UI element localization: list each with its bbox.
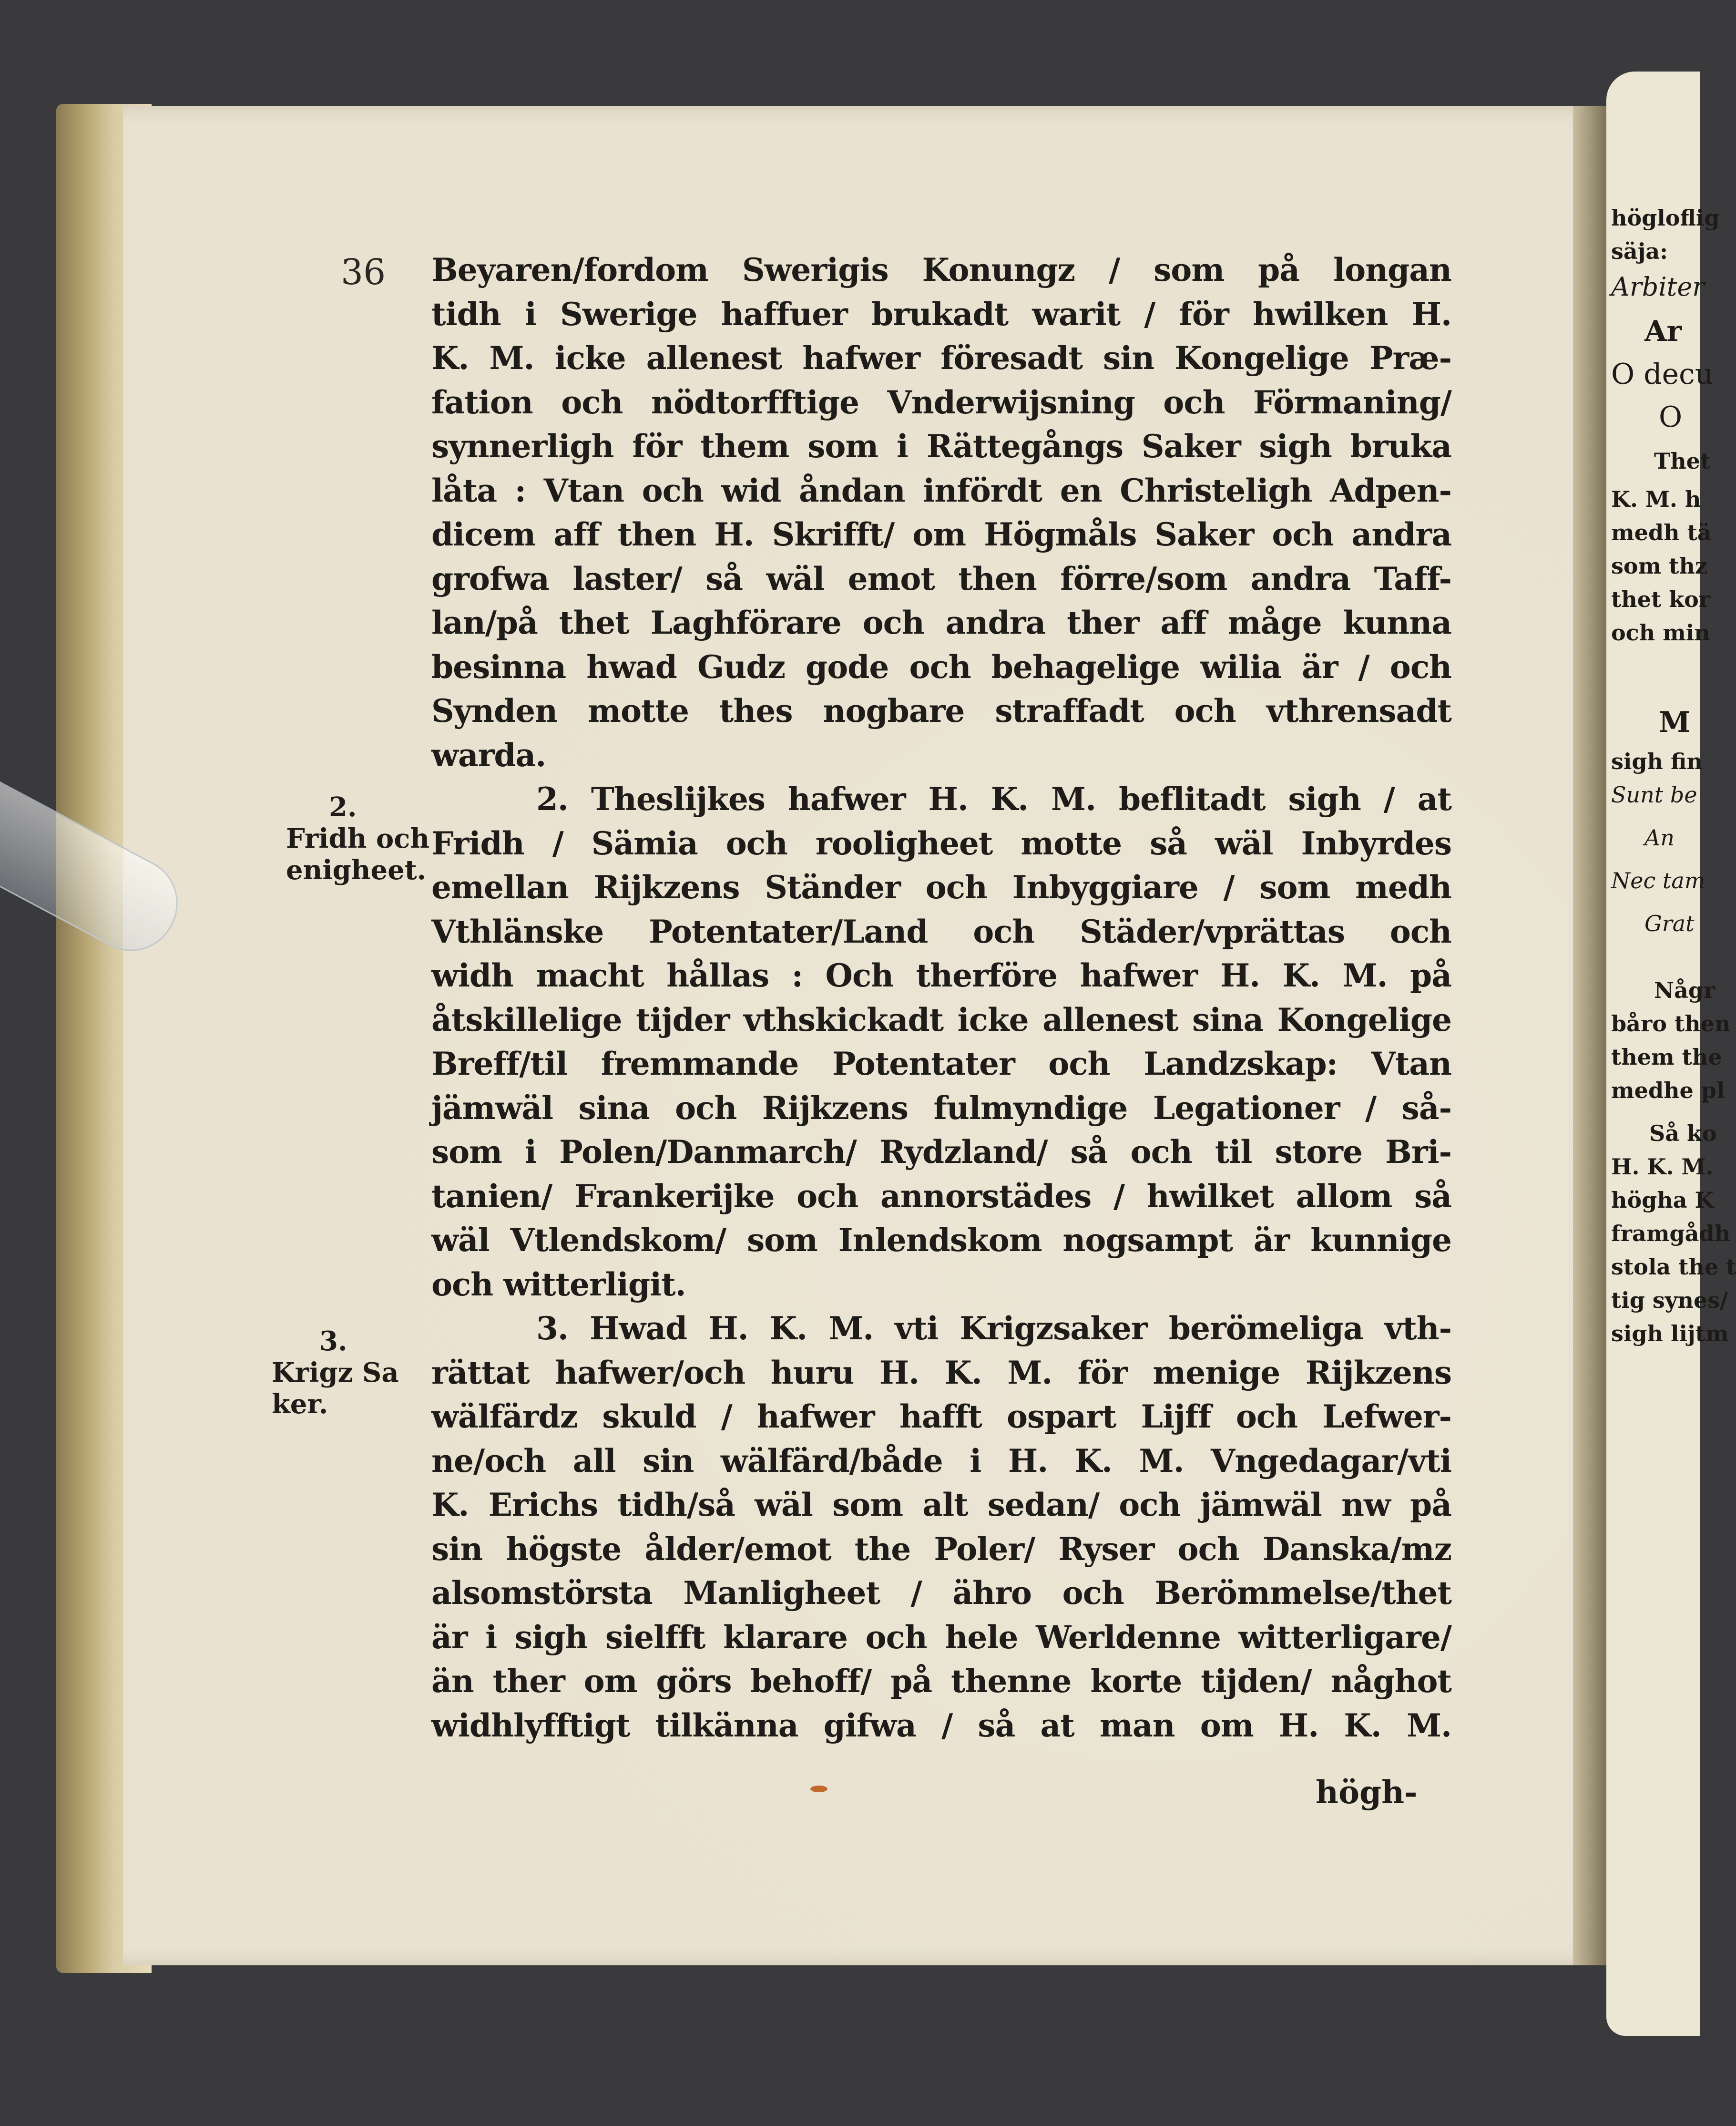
facing-line: medh tä <box>1611 520 1712 545</box>
margin-note-line: ker. <box>272 1388 328 1420</box>
text-line: rättat hafwer/och huru H. K. M. för menige Rijkzens <box>431 1354 1451 1391</box>
text-line: ne/och all sin wälfärd/både i H. K. M. Vngedagar/vti <box>431 1442 1451 1479</box>
margin-note-line: Krigz Sa <box>272 1357 399 1388</box>
facing-line: Grat <box>1644 911 1695 936</box>
text-line: wälfärdz skuld / hafwer hafft ospart Lijff och Lefwer- <box>431 1398 1451 1435</box>
margin-note-line: enigheet. <box>286 854 427 886</box>
text-line: åtskillelige tijder vthskickadt icke allenest sina Kongelige <box>431 1001 1451 1038</box>
text-line: wäl Vtlendskom/ som Inlendskom nogsampt är kunnige <box>431 1222 1451 1259</box>
margin-note-line: 2. <box>329 791 357 823</box>
facing-line: An <box>1644 825 1675 851</box>
facing-line: som thz <box>1611 553 1708 579</box>
page-gutter <box>1573 106 1606 1965</box>
text-line: synnerligh för them som i Rättegångs Saker sigh bruka <box>431 428 1451 465</box>
facing-line: stola the t <box>1611 1254 1736 1280</box>
facing-line: sigh fin <box>1611 749 1703 774</box>
margin-note-line: Fridh och <box>286 823 430 854</box>
text-line: grofwa laster/ så wäl emot then förre/som andra Taff- <box>431 560 1451 597</box>
text-line: dicem aff then H. Skrifft/ om Högmåls Saker och andra <box>431 516 1451 553</box>
facing-line: M <box>1659 706 1691 739</box>
facing-line: tig synes/ <box>1611 1287 1728 1313</box>
facing-line: och min <box>1611 620 1710 646</box>
text-line: tidh i Swerige haffuer brukadt warit / för hwilken H. <box>431 295 1451 333</box>
page-number: 36 <box>341 252 386 293</box>
text-line: som i Polen/Danmarch/ Rydzland/ så och til store Bri- <box>431 1133 1451 1171</box>
text-line: alsomstörsta Manligheet / ähro och Berömmelse/thet <box>431 1574 1451 1612</box>
facing-line: sigh lijtm <box>1611 1321 1729 1346</box>
text-line: besinna hwad Gudz gode och behagelige wilia är / och <box>431 648 1451 686</box>
text-line: widh macht hållas : Och therföre hafwer H. K. M. på <box>431 957 1451 994</box>
text-line: Vthlänske Potentater/Land och Städer/vprättas och <box>431 913 1451 950</box>
facing-line: framgådh <box>1611 1221 1731 1246</box>
text-line: widhlyfftigt tilkänna gifwa / så at man om H. K. M. <box>431 1706 1451 1744</box>
text-line: lan/på thet Laghförare och andra ther aff måge kunna <box>431 604 1451 641</box>
facing-line: Ar <box>1644 315 1682 348</box>
facing-line: O <box>1659 401 1683 434</box>
text-line: Synden motte thes nogbare straffadt och vthrensadt <box>431 692 1451 729</box>
text-line: jämwäl sina och Rijkzens fulmyndige Legationer / så- <box>431 1089 1451 1127</box>
facing-line: Någr <box>1654 977 1716 1003</box>
facing-line: Thet <box>1654 448 1711 474</box>
facing-line: O decu <box>1611 358 1714 391</box>
margin-note-line: 3. <box>319 1325 347 1357</box>
text-line: och witterligit. <box>431 1265 686 1303</box>
facing-line: Sunt be <box>1611 782 1697 808</box>
facing-line: medhe pl <box>1611 1078 1725 1103</box>
facing-line: Nec tam <box>1611 868 1705 894</box>
text-line: än ther om görs behoff/ på thenne korte tijden/ någhot <box>431 1663 1451 1700</box>
text-line: Breff/til fremmande Potentater och Landzskap: Vtan <box>431 1045 1451 1082</box>
text-line: emellan Rijkzens Ständer och Inbyggiare / som medh <box>431 869 1451 906</box>
facing-line: säja: <box>1611 238 1668 264</box>
text-line: tanien/ Frankerijke och annorstädes / hwilket allom så <box>431 1177 1451 1215</box>
text-line: låta : Vtan och wid åndan infördt en Christeligh Adpen- <box>431 472 1451 509</box>
facing-line: H. K. M. <box>1611 1154 1714 1180</box>
margin-note-peace <box>286 791 429 886</box>
main-text-block <box>431 248 1451 1747</box>
text-line: K. Erichs tidh/så wäl som alt sedan/ och jämwäl nw på <box>431 1486 1451 1523</box>
facing-line: båro then <box>1611 1011 1731 1037</box>
text-line: är i sigh sielfft klarare och hele Werldenne witterligare/ <box>431 1618 1451 1656</box>
facing-line: thet kor <box>1611 586 1711 612</box>
facing-line: högloflig <box>1611 205 1720 231</box>
text-line: K. M. icke allenest hafwer föresadt sin Kongelige Præ- <box>431 339 1451 377</box>
text-line: 3. Hwad H. K. M. vti Krigzsaker berömeliga vth- <box>536 1310 1451 1347</box>
text-line: sin högste ålder/emot the Poler/ Ryser och Danska/mz <box>431 1530 1451 1568</box>
text-line: Beyaren/fordom Swerigis Konungz / som på longan <box>431 251 1451 288</box>
ink-stain <box>810 1786 827 1792</box>
text-line: Fridh / Sämia och rooligheet motte så wäl Inbyrdes <box>431 824 1451 862</box>
catchword: högh- <box>1316 1774 1418 1811</box>
facing-line: Så ko <box>1649 1120 1717 1146</box>
facing-line: K. M. h <box>1611 486 1701 512</box>
margin-note-war <box>272 1325 399 1420</box>
facing-line: Arbiter <box>1611 272 1705 302</box>
facing-line: them the <box>1611 1044 1722 1070</box>
text-line: warda. <box>431 736 546 774</box>
facing-page-edge <box>1606 72 1736 2036</box>
text-line: 2. Theslijkes hafwer H. K. M. beflitadt sigh / at <box>536 781 1451 818</box>
facing-line: högha K <box>1611 1187 1714 1213</box>
text-line: fation och nödtorfftige Vnderwijsning och Förmaning/ <box>431 383 1451 421</box>
